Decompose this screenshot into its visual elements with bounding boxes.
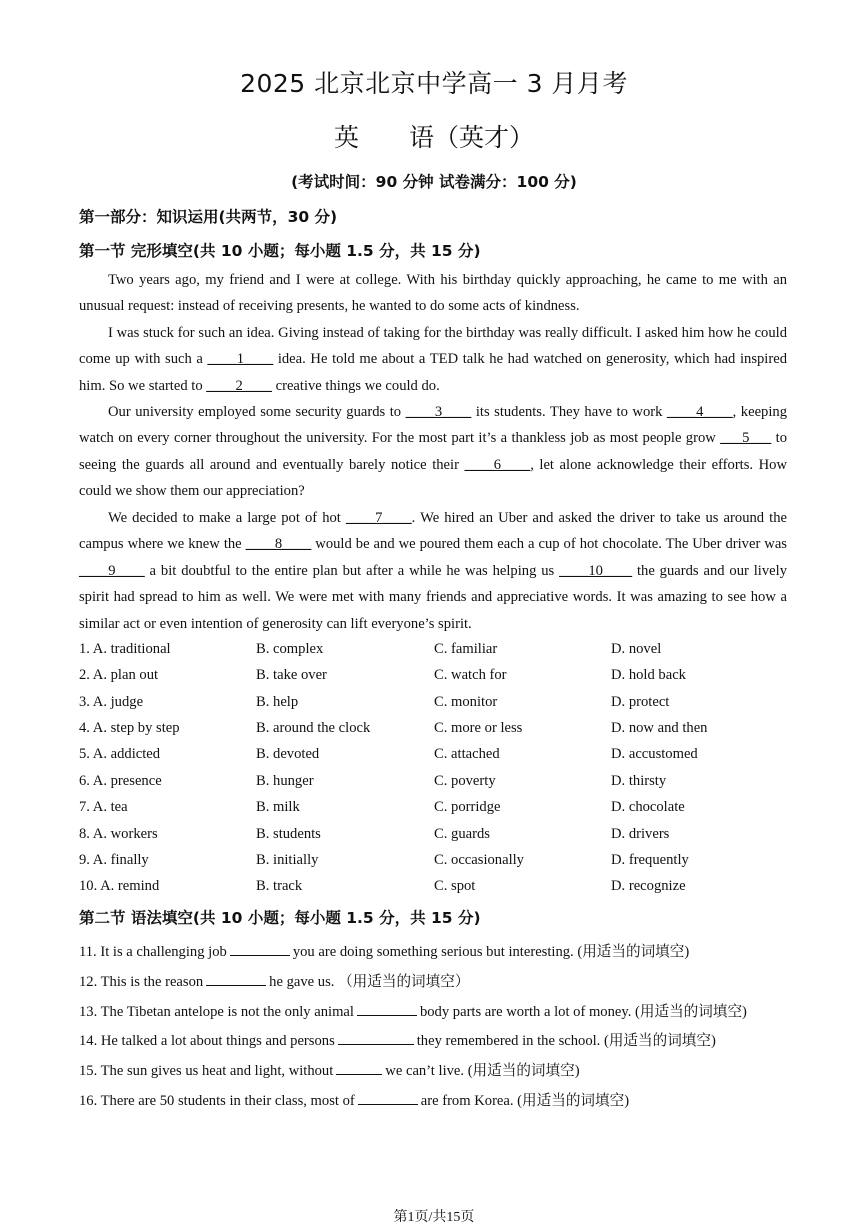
- blank-7: ____7____: [345, 510, 412, 526]
- passage-paragraph-2: [79, 320, 787, 399]
- option-row: [79, 878, 799, 900]
- option-c: C. guards: [434, 826, 490, 842]
- answer-blank[interactable]: [230, 943, 290, 956]
- option-c: C. watch for: [434, 667, 507, 683]
- question-text: body parts are worth a lot of money. (用适当的词填空): [419, 1004, 747, 1020]
- section1-heading: 第一节 完形填空(共 10 小题；每小题 1.5 分，共 15 分): [79, 242, 481, 260]
- option-a: 7. A. tea: [79, 799, 128, 815]
- option-d: D. chocolate: [611, 799, 685, 815]
- question-text: 16. There are 50 students in their class, most of: [79, 1093, 355, 1109]
- blank-2: ____2____: [206, 377, 272, 394]
- question-text: he gave us. （用适当的词填空）: [269, 974, 470, 990]
- option-d: D. frequently: [611, 852, 689, 868]
- option-c: C. poverty: [434, 773, 496, 789]
- option-b: B. students: [256, 826, 321, 842]
- blank-9: ____9____: [79, 562, 145, 579]
- passage-text: Our university employed some security guards to: [108, 404, 406, 420]
- option-c: C. monitor: [434, 694, 498, 710]
- answer-blank[interactable]: [206, 973, 266, 986]
- question-text: 15. The sun gives us heat and light, without: [79, 1063, 334, 1079]
- option-b: B. milk: [256, 799, 300, 815]
- passage-text: idea. He told me about a TED talk he had watched on generosity, which had inspired him. So we started to: [79, 351, 787, 394]
- answer-blank[interactable]: [336, 1062, 382, 1075]
- blank-10: ____10____: [559, 562, 633, 579]
- question-text: you are doing something serious but interesting. (用适当的词填空): [292, 944, 690, 960]
- passage-text: We decided to make a large pot of hot: [108, 510, 346, 526]
- passage-paragraph-4: [79, 505, 787, 637]
- passage-text: I was stuck for such an idea. Giving instead of taking for the birthday was really difficult. I asked him how he could come up with such a: [79, 325, 787, 368]
- option-b: B. around the clock: [256, 720, 371, 736]
- option-b: B. help: [256, 694, 299, 710]
- option-b: B. hunger: [256, 773, 314, 789]
- blank-4: ____4____: [666, 404, 733, 420]
- passage-text: . We hired an Uber and asked the driver to take us around the campus where we knew the: [79, 510, 787, 553]
- answer-blank[interactable]: [338, 1032, 414, 1045]
- passage-paragraph-1: [79, 267, 787, 320]
- option-a: 10. A. remind: [79, 878, 160, 894]
- grammar-question-13: [79, 1000, 747, 1021]
- question-text: 13. The Tibetan antelope is not the only animal: [79, 1004, 354, 1020]
- option-b: B. take over: [256, 667, 327, 683]
- option-d: D. now and then: [611, 720, 708, 736]
- option-d: D. novel: [611, 641, 662, 657]
- passage-text: , keeping watch on every corner throughout the university. For the most part it’s a thankless job as most people grow: [79, 404, 787, 447]
- option-row: [79, 799, 799, 821]
- blank-3: ____3____: [405, 404, 472, 420]
- option-a: 3. A. judge: [79, 694, 144, 710]
- passage-text: to seeing the guards all around and eventually barely notice their: [79, 430, 787, 473]
- option-c: C. spot: [434, 878, 476, 894]
- option-row: [79, 852, 799, 874]
- option-d: D. accustomed: [611, 746, 698, 762]
- passage-text: , let alone acknowledge their efforts. How could we show them our appreciation?: [79, 456, 787, 500]
- passage-text: creative things we could do.: [271, 377, 440, 394]
- grammar-question-16: [79, 1089, 629, 1110]
- option-row: [79, 720, 799, 742]
- option-a: 1. A. traditional: [79, 641, 171, 657]
- option-row: [79, 667, 799, 689]
- answer-blank[interactable]: [358, 1092, 418, 1105]
- grammar-question-14: [79, 1029, 716, 1050]
- section2-heading: 第二节 语法填空(共 10 小题；每小题 1.5 分，共 15 分): [79, 909, 481, 927]
- option-row: [79, 826, 799, 848]
- question-text: we can’t live. (用适当的词填空): [385, 1063, 580, 1079]
- blank-6: ____6____: [464, 456, 531, 473]
- option-b: B. complex: [256, 641, 324, 657]
- page-number: 第1页/共15页: [393, 1210, 475, 1225]
- question-text: are from Korea. (用适当的词填空): [420, 1093, 630, 1109]
- option-c: C. porridge: [434, 799, 501, 815]
- option-a: 5. A. addicted: [79, 746, 161, 762]
- grammar-question-12: [79, 970, 469, 991]
- option-a: 8. A. workers: [79, 826, 158, 842]
- option-row: [79, 694, 799, 716]
- grammar-question-15: [79, 1059, 580, 1080]
- option-a: 2. A. plan out: [79, 667, 159, 683]
- question-text: they remembered in the school. (用适当的词填空): [416, 1033, 716, 1049]
- grammar-question-11: [79, 940, 689, 961]
- option-b: B. devoted: [256, 746, 320, 762]
- passage-text: its students. They have to work: [471, 404, 667, 420]
- exam-title: 2025 北京北京中学高一 3 月月考: [240, 69, 628, 98]
- option-c: C. attached: [434, 746, 500, 762]
- question-text: 12. This is the reason: [79, 974, 204, 990]
- option-d: D. drivers: [611, 826, 670, 842]
- passage-text: would be and we poured them each a cup of hot chocolate. The Uber driver was: [311, 536, 787, 553]
- subject-title: 英 语（英才）: [333, 123, 534, 152]
- blank-1: ____1____: [207, 351, 274, 368]
- blank-5: ___5___: [720, 430, 772, 447]
- passage-text: a bit doubtful to the entire plan but after a while he was helping us: [144, 562, 560, 579]
- option-a: 4. A. step by step: [79, 720, 180, 736]
- option-b: B. initially: [256, 852, 319, 868]
- exam-info: (考试时间：90 分钟 试卷满分：100 分): [291, 173, 577, 191]
- passage-text: the guards and our lively spirit had spread to him as well. We were met with many friends and appreciative words. It was amazing to see how a similar act or even intention of generosity can lift everyone’s spirit.: [79, 562, 787, 632]
- option-row: [79, 641, 799, 663]
- option-row: [79, 773, 799, 795]
- passage-paragraph-3: [79, 399, 787, 505]
- part1-heading: 第一部分：知识运用(共两节，30 分): [79, 208, 338, 226]
- option-c: C. familiar: [434, 641, 498, 657]
- option-d: D. hold back: [611, 667, 686, 683]
- option-c: C. occasionally: [434, 852, 524, 868]
- answer-blank[interactable]: [357, 1003, 417, 1016]
- option-d: D. recognize: [611, 878, 686, 894]
- option-d: D. thirsty: [611, 773, 667, 789]
- option-row: [79, 746, 799, 768]
- passage-text: Two years ago, my friend and I were at college. With his birthday quickly approaching, he came to me with an unusual request: instead of receiving presents, he wanted to do some acts of kindness.: [79, 272, 787, 315]
- question-text: 11. It is a challenging job: [79, 944, 227, 960]
- blank-8: ____8____: [245, 536, 312, 553]
- option-d: D. protect: [611, 694, 670, 710]
- option-a: 6. A. presence: [79, 773, 162, 789]
- option-a: 9. A. finally: [79, 852, 149, 868]
- question-text: 14. He talked a lot about things and persons: [79, 1033, 335, 1049]
- option-c: C. more or less: [434, 720, 523, 736]
- option-b: B. track: [256, 878, 303, 894]
